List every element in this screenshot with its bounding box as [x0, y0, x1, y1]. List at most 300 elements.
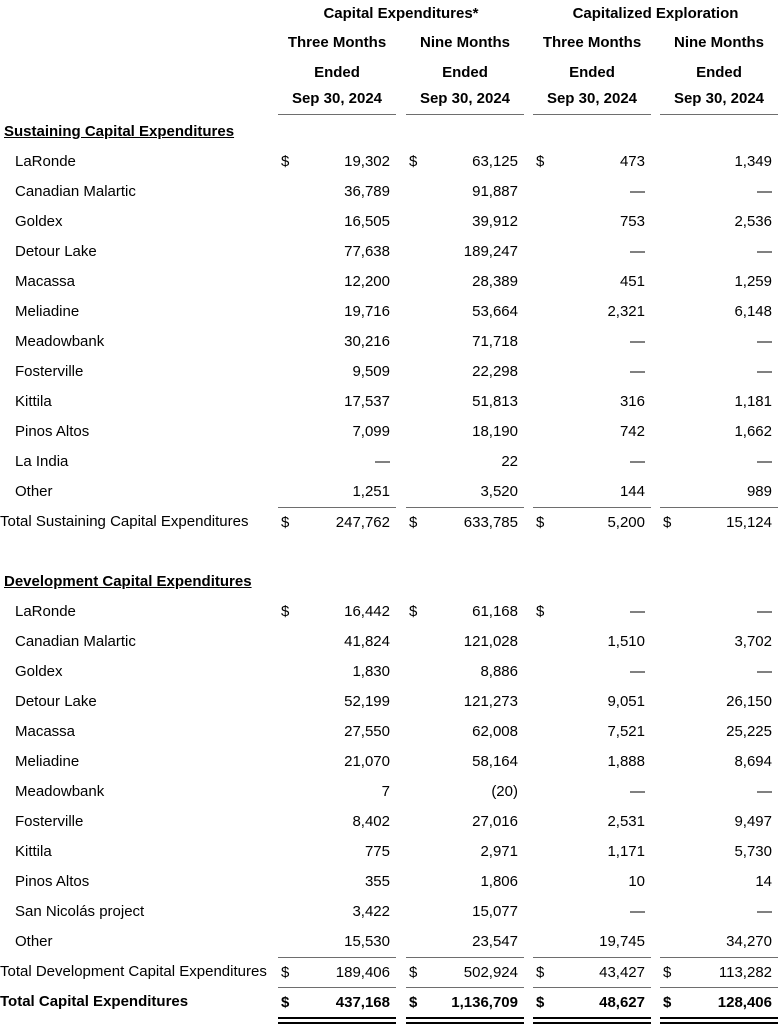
- column-header-period: Nine Months: [420, 34, 510, 51]
- row-label: Kittila: [15, 393, 52, 410]
- cell-value: —: [630, 363, 645, 380]
- section-sustaining: [0, 115, 780, 537]
- cell-value: 62,008: [472, 723, 518, 740]
- cell-value: 437,168: [335, 994, 390, 1011]
- table-cell: [660, 837, 778, 867]
- table-cell: [533, 237, 651, 267]
- table-cell: [533, 777, 651, 807]
- table-cell: [278, 417, 396, 447]
- cell-value: 1,251: [352, 483, 390, 500]
- cell-value: 18,190: [472, 423, 518, 440]
- cell-value: 1,259: [734, 273, 772, 290]
- dollar-sign: $: [663, 514, 672, 531]
- table-cell: [406, 387, 524, 417]
- cell-value: 9,497: [734, 813, 772, 830]
- table-cell: [278, 147, 396, 177]
- cell-value: 52,199: [344, 693, 390, 710]
- column-group-capitalized-exploration: Capitalized Exploration: [572, 5, 739, 22]
- row-label: Fosterville: [15, 363, 84, 380]
- row-label: Macassa: [15, 723, 76, 740]
- table-row: [0, 297, 780, 327]
- cell-value: —: [630, 183, 645, 200]
- table-cell: [533, 357, 651, 387]
- table-cell: [660, 657, 778, 687]
- column-header-period: Three Months: [542, 34, 642, 51]
- cell-value: 77,638: [344, 243, 390, 260]
- dollar-sign: $: [536, 964, 545, 981]
- table-cell: [660, 867, 778, 897]
- table-cell: [533, 837, 651, 867]
- table-row: [0, 447, 780, 477]
- cell-value: —: [757, 603, 772, 620]
- table-row: [0, 777, 780, 807]
- table-cell: [533, 717, 651, 747]
- dollar-sign: $: [409, 603, 418, 620]
- table-cell: [660, 267, 778, 297]
- cell-value: 10: [628, 873, 645, 890]
- cell-value: 8,694: [734, 753, 772, 770]
- dollar-sign: $: [281, 514, 290, 531]
- cell-value: 30,216: [344, 333, 390, 350]
- table-cell: [533, 867, 651, 897]
- cell-value: —: [630, 663, 645, 680]
- column-group-capital-expenditures: Capital Expenditures*: [323, 5, 479, 22]
- table-cell: [660, 147, 778, 177]
- cell-value: 128,406: [717, 994, 772, 1011]
- column-header-period: Three Months: [287, 34, 387, 51]
- column-header-date: Sep 30, 2024: [278, 87, 396, 115]
- row-label: Meliadine: [15, 753, 80, 770]
- cell-value: 5,200: [607, 514, 645, 531]
- row-label: Detour Lake: [15, 243, 97, 260]
- dollar-sign: $: [409, 994, 418, 1011]
- cell-value: 58,164: [472, 753, 518, 770]
- total-row-label: Total Development Capital Expenditures: [0, 963, 267, 980]
- table-cell: [278, 657, 396, 687]
- table-cell: [660, 957, 778, 988]
- dollar-sign: $: [281, 153, 290, 170]
- dollar-sign: $: [536, 994, 545, 1011]
- table-cell: [278, 387, 396, 417]
- table-cell: [406, 447, 524, 477]
- cell-value: 1,662: [734, 423, 772, 440]
- cell-value: 189,247: [463, 243, 518, 260]
- table-cell: [278, 297, 396, 327]
- table-cell: [278, 507, 396, 538]
- cell-value: 189,406: [335, 964, 390, 981]
- cell-value: 7,521: [607, 723, 645, 740]
- cell-value: (20): [491, 783, 518, 800]
- table-cell: [660, 897, 778, 927]
- column-period-row: [0, 28, 780, 58]
- section-rows: [0, 147, 780, 507]
- table-cell: [533, 957, 651, 988]
- cell-value: 12,200: [344, 273, 390, 290]
- table-row: [0, 687, 780, 717]
- table-cell: [533, 297, 651, 327]
- cell-value: 36,789: [344, 183, 390, 200]
- table-cell: [533, 687, 651, 717]
- cell-value: 144: [619, 483, 645, 500]
- cell-value: 316: [619, 393, 645, 410]
- table-row: [0, 267, 780, 297]
- table-cell: [406, 297, 524, 327]
- cell-value: 26,150: [726, 693, 772, 710]
- table-row: [0, 927, 780, 957]
- cell-value: 2,531: [607, 813, 645, 830]
- table-cell: [660, 477, 778, 507]
- table-cell: [406, 357, 524, 387]
- table-cell: [660, 717, 778, 747]
- table-row: [0, 147, 780, 177]
- cell-value: 113,282: [718, 964, 772, 981]
- table-cell: [660, 627, 778, 657]
- section-development: [0, 565, 780, 987]
- cell-value: 121,273: [463, 693, 518, 710]
- table-cell: [533, 147, 651, 177]
- table-row: [0, 837, 780, 867]
- table-cell: [533, 177, 651, 207]
- cell-value: 9,509: [352, 363, 390, 380]
- cell-value: 16,442: [344, 603, 390, 620]
- row-label: Other: [15, 933, 53, 950]
- table-row: [0, 867, 780, 897]
- dollar-sign: $: [409, 514, 418, 531]
- column-date-row: [0, 87, 780, 115]
- table-cell: [406, 987, 524, 1018]
- table-row: [0, 747, 780, 777]
- cell-value: 19,745: [599, 933, 645, 950]
- row-label: LaRonde: [15, 603, 76, 620]
- cell-value: 23,547: [472, 933, 518, 950]
- table-row: [0, 417, 780, 447]
- table-cell: [660, 807, 778, 837]
- cell-value: 8,402: [352, 813, 390, 830]
- table-cell: [278, 627, 396, 657]
- cell-value: 1,136,709: [451, 994, 518, 1011]
- section-heading-row: [0, 565, 780, 597]
- section-spacer: [0, 537, 780, 565]
- double-rule: [660, 1017, 778, 1024]
- table-cell: [278, 777, 396, 807]
- double-rule: [533, 1017, 651, 1024]
- cell-value: 355: [364, 873, 390, 890]
- cell-value: 775: [364, 843, 390, 860]
- cell-value: 247,762: [335, 514, 390, 531]
- table-cell: [533, 987, 651, 1018]
- row-label: Pinos Altos: [15, 423, 90, 440]
- table-row: [0, 807, 780, 837]
- row-label: La India: [15, 453, 69, 470]
- cell-value: 1,349: [734, 153, 772, 170]
- cell-value: 19,716: [344, 303, 390, 320]
- table-cell: [406, 477, 524, 507]
- column-header-date: Sep 30, 2024: [533, 87, 651, 115]
- table-row: [0, 627, 780, 657]
- cell-value: 51,813: [472, 393, 518, 410]
- table-cell: [278, 837, 396, 867]
- column-header-date: Sep 30, 2024: [406, 87, 524, 115]
- cell-value: 22: [501, 453, 518, 470]
- column-group-header-row: [0, 0, 780, 28]
- row-label: Canadian Malartic: [15, 633, 136, 650]
- table-cell: [660, 507, 778, 538]
- table-cell: [660, 297, 778, 327]
- dollar-sign: $: [281, 994, 290, 1011]
- cell-value: 2,321: [607, 303, 645, 320]
- cell-value: 63,125: [472, 153, 518, 170]
- table-row: [0, 387, 780, 417]
- cell-value: 1,171: [607, 843, 645, 860]
- table-cell: [533, 927, 651, 957]
- cell-value: 61,168: [472, 603, 518, 620]
- table-cell: [660, 597, 778, 627]
- cell-value: 7,099: [352, 423, 390, 440]
- row-label: Goldex: [15, 213, 63, 230]
- cell-value: 19,302: [344, 153, 390, 170]
- column-header-ended: Ended: [314, 64, 360, 81]
- table-cell: [660, 687, 778, 717]
- table-cell: [406, 837, 524, 867]
- cell-value: 9,051: [607, 693, 645, 710]
- section-title: Sustaining Capital Expenditures: [4, 123, 235, 140]
- table-cell: [406, 417, 524, 447]
- cell-value: 742: [619, 423, 645, 440]
- table-cell: [406, 747, 524, 777]
- cell-value: —: [375, 453, 390, 470]
- cell-value: 21,070: [344, 753, 390, 770]
- double-rule: [278, 1017, 396, 1024]
- row-label: Canadian Malartic: [15, 183, 136, 200]
- cell-value: 451: [619, 273, 645, 290]
- cell-value: —: [757, 243, 772, 260]
- cell-value: 3,422: [352, 903, 390, 920]
- cell-value: 27,550: [344, 723, 390, 740]
- table-cell: [660, 177, 778, 207]
- table-cell: [533, 657, 651, 687]
- table-cell: [533, 507, 651, 538]
- table-cell: [660, 387, 778, 417]
- cell-value: —: [757, 783, 772, 800]
- table-cell: [278, 477, 396, 507]
- cell-value: 8,886: [480, 663, 518, 680]
- table-cell: [533, 417, 651, 447]
- row-label: Fosterville: [15, 813, 84, 830]
- table-cell: [278, 267, 396, 297]
- table-cell: [533, 597, 651, 627]
- table-cell: [406, 957, 524, 988]
- row-label: Other: [15, 483, 53, 500]
- row-label: Kittila: [15, 843, 52, 860]
- table-cell: [406, 867, 524, 897]
- cell-value: —: [630, 603, 645, 620]
- table-cell: [406, 807, 524, 837]
- table-cell: [533, 387, 651, 417]
- cell-value: 25,225: [726, 723, 772, 740]
- cell-value: —: [757, 663, 772, 680]
- cell-value: —: [757, 903, 772, 920]
- table-cell: [406, 177, 524, 207]
- table-cell: [660, 447, 778, 477]
- table-cell: [660, 777, 778, 807]
- section-rows: [0, 597, 780, 957]
- cell-value: —: [757, 363, 772, 380]
- cell-value: 41,824: [344, 633, 390, 650]
- table-cell: [406, 717, 524, 747]
- table-row: [0, 717, 780, 747]
- table-cell: [533, 327, 651, 357]
- table-cell: [278, 807, 396, 837]
- grand-total-label: Total Capital Expenditures: [0, 993, 189, 1010]
- cell-value: 1,806: [480, 873, 518, 890]
- table-cell: [660, 927, 778, 957]
- cell-value: 39,912: [472, 213, 518, 230]
- row-label: Meadowbank: [15, 783, 105, 800]
- row-label: Goldex: [15, 663, 63, 680]
- cell-value: 48,627: [599, 994, 645, 1011]
- section-title: Development Capital Expenditures: [4, 573, 252, 590]
- table-cell: [278, 237, 396, 267]
- cell-value: 989: [746, 483, 772, 500]
- cell-value: 71,718: [472, 333, 518, 350]
- table-cell: [278, 207, 396, 237]
- table-cell: [660, 987, 778, 1018]
- cell-value: 5,730: [734, 843, 772, 860]
- double-rule-row: [0, 1017, 780, 1027]
- cell-value: —: [757, 183, 772, 200]
- column-header-ended: Ended: [569, 64, 615, 81]
- table-cell: [533, 807, 651, 837]
- table-row: [0, 237, 780, 267]
- table-cell: [278, 687, 396, 717]
- cell-value: 7: [381, 783, 390, 800]
- dollar-sign: $: [536, 153, 545, 170]
- cell-value: 16,505: [344, 213, 390, 230]
- table-row: [0, 357, 780, 387]
- section-total-row: [0, 507, 780, 537]
- dollar-sign: $: [536, 603, 545, 620]
- cell-value: 15,077: [472, 903, 518, 920]
- cell-value: 1,888: [607, 753, 645, 770]
- table-cell: [278, 927, 396, 957]
- table-cell: [533, 747, 651, 777]
- cell-value: 121,028: [463, 633, 518, 650]
- table-cell: [533, 897, 651, 927]
- table-row: [0, 477, 780, 507]
- table-row: [0, 657, 780, 687]
- table-cell: [406, 327, 524, 357]
- cell-value: 3,520: [480, 483, 518, 500]
- column-header-ended: Ended: [696, 64, 742, 81]
- cell-value: 91,887: [472, 183, 518, 200]
- table-cell: [660, 357, 778, 387]
- cell-value: 27,016: [472, 813, 518, 830]
- cell-value: 34,270: [726, 933, 772, 950]
- cell-value: 1,830: [352, 663, 390, 680]
- table-cell: [533, 627, 651, 657]
- table-cell: [278, 747, 396, 777]
- table-cell: [278, 867, 396, 897]
- table-cell: [278, 177, 396, 207]
- dollar-sign: $: [536, 514, 545, 531]
- cell-value: 17,537: [344, 393, 390, 410]
- table-cell: [406, 267, 524, 297]
- cell-value: —: [630, 333, 645, 350]
- total-row-label: Total Sustaining Capital Expenditures: [0, 513, 249, 530]
- table-cell: [406, 657, 524, 687]
- cell-value: 14: [755, 873, 772, 890]
- table-cell: [278, 897, 396, 927]
- row-label: Macassa: [15, 273, 76, 290]
- table-cell: [660, 417, 778, 447]
- cell-value: 22,298: [472, 363, 518, 380]
- cell-value: 3,702: [734, 633, 772, 650]
- row-label: Meliadine: [15, 303, 80, 320]
- table-cell: [406, 207, 524, 237]
- table-cell: [406, 687, 524, 717]
- cell-value: 28,389: [472, 273, 518, 290]
- cell-value: 633,785: [463, 514, 518, 531]
- cell-value: 53,664: [472, 303, 518, 320]
- table-cell: [406, 237, 524, 267]
- table-cell: [406, 927, 524, 957]
- cell-value: 43,427: [599, 964, 645, 981]
- table-cell: [660, 237, 778, 267]
- table-row: [0, 597, 780, 627]
- table-cell: [406, 627, 524, 657]
- table-cell: [533, 207, 651, 237]
- table-cell: [278, 987, 396, 1018]
- section-heading-row: [0, 115, 780, 147]
- section-total-row: [0, 957, 780, 987]
- cell-value: 2,536: [734, 213, 772, 230]
- dollar-sign: $: [409, 964, 418, 981]
- dollar-sign: $: [281, 964, 290, 981]
- row-label: Detour Lake: [15, 693, 97, 710]
- table-cell: [278, 957, 396, 988]
- cell-value: —: [630, 903, 645, 920]
- cell-value: —: [757, 333, 772, 350]
- table-cell: [278, 597, 396, 627]
- table-row: [0, 177, 780, 207]
- table-cell: [660, 207, 778, 237]
- cell-value: 1,181: [734, 393, 772, 410]
- table-cell: [660, 747, 778, 777]
- cell-value: 15,124: [726, 514, 772, 531]
- dollar-sign: $: [663, 964, 672, 981]
- column-header-date: Sep 30, 2024: [660, 87, 778, 115]
- table-cell: [406, 597, 524, 627]
- table-row: [0, 897, 780, 927]
- cell-value: 15,530: [344, 933, 390, 950]
- row-label: Pinos Altos: [15, 873, 90, 890]
- table-cell: [406, 897, 524, 927]
- table-cell: [278, 327, 396, 357]
- double-rule: [406, 1017, 524, 1024]
- cell-value: 473: [619, 153, 645, 170]
- table-row: [0, 327, 780, 357]
- cell-value: 1,510: [607, 633, 645, 650]
- table-row: [0, 207, 780, 237]
- table-cell: [406, 507, 524, 538]
- column-ended-row: [0, 58, 780, 87]
- table-cell: [278, 447, 396, 477]
- column-header-ended: Ended: [442, 64, 488, 81]
- cell-value: —: [757, 453, 772, 470]
- table-cell: [533, 447, 651, 477]
- cell-value: —: [630, 243, 645, 260]
- cell-value: —: [630, 453, 645, 470]
